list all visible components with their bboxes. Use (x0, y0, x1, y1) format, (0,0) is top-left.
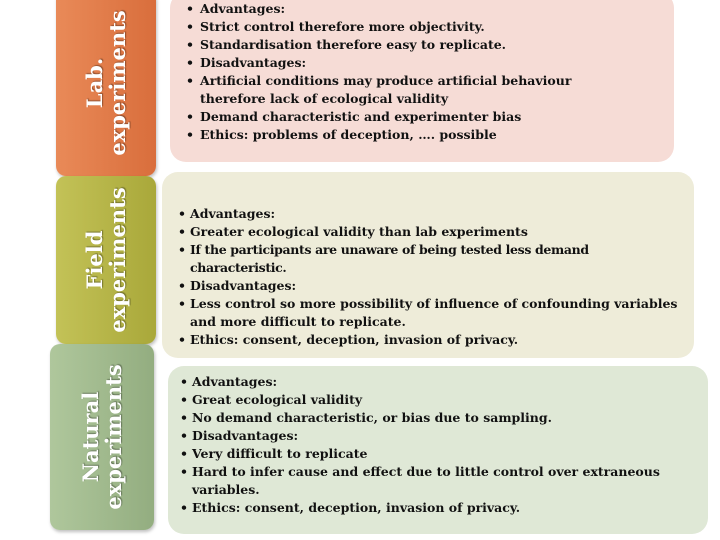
list-item: • Ethics: consent, deception, invasion of privacy. (178, 332, 519, 347)
list-item: • Ethics: consent, deception, invasion of privacy. (180, 500, 521, 515)
list-item: • Very difficult to replicate (180, 446, 368, 461)
list-item: • Advantages: (186, 1, 286, 16)
list-item: • Less control so more possibility of influence of confounding variables and more difficult to replicate. (178, 296, 678, 329)
label-line-1: Field (82, 230, 107, 290)
list-item: • Advantages: (180, 374, 278, 389)
list-item: • Disadvantages: (180, 428, 299, 443)
list-item: • If the participants are unaware of being tested less demand characteristic. (178, 242, 589, 275)
field-experiments-label (83, 187, 129, 332)
list-item: • Great ecological validity (180, 392, 363, 407)
list-item: • Hard to infer cause and effect due to little control over extraneous variables. (180, 464, 660, 497)
label-line-2: experiments (101, 364, 126, 510)
list-item: • Disadvantages: (178, 278, 297, 293)
list-item: • No demand characteristic, or bias due to sampling. (180, 410, 552, 425)
natural-experiments-label (79, 364, 125, 509)
list-item: • Ethics: problems of deception, …. possible (186, 127, 497, 142)
list-item: • Strict control therefore more objectivity. (186, 19, 485, 34)
field-experiments-box (162, 172, 694, 358)
list-item: • Standardisation therefore easy to replicate. (186, 37, 507, 52)
list-item: • Artificial conditions may produce artificial behaviour therefore lack of ecological validity (186, 73, 572, 106)
natural-experiments-box (168, 366, 708, 534)
lab-experiments-tab (56, 0, 156, 176)
list-item: • Greater ecological validity than lab experiments (178, 224, 528, 239)
lab-experiments-label (83, 10, 129, 155)
list-item: • Advantages: (178, 206, 276, 221)
label-line-2: experiments (105, 10, 130, 156)
label-line-1: Lab. (82, 57, 107, 109)
label-line-2: experiments (105, 187, 130, 333)
list-item: • Disadvantages: (186, 55, 307, 70)
list-item: • Demand characteristic and experimenter bias (186, 109, 522, 124)
natural-experiments-tab (50, 344, 154, 530)
field-experiments-tab (56, 176, 156, 344)
label-line-1: Natural (78, 391, 103, 483)
lab-experiments-box (170, 0, 674, 162)
